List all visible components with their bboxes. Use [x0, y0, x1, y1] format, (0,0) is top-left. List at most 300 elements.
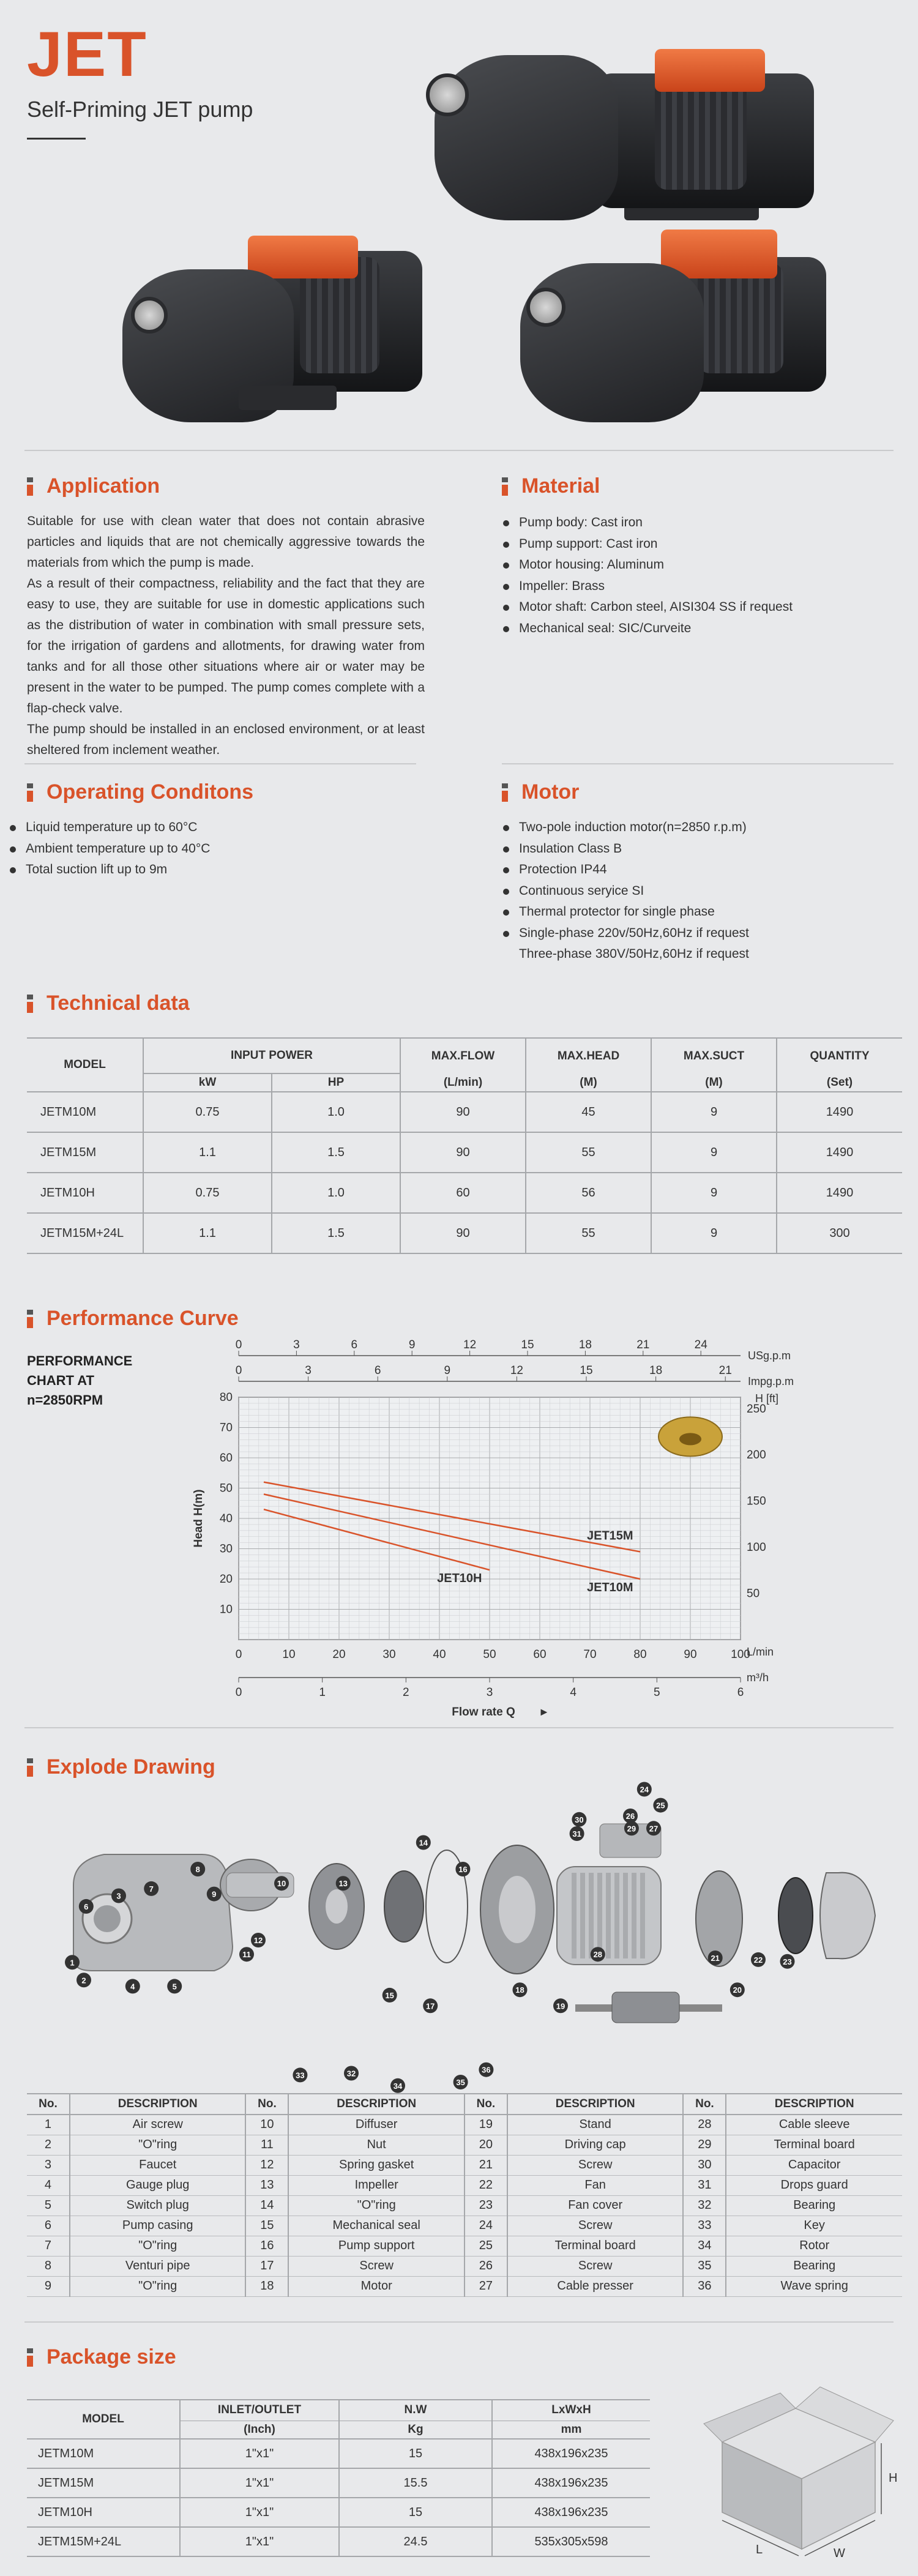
y-tick-label: 20	[219, 1573, 233, 1586]
part-description: Screw	[507, 2216, 684, 2236]
dimension-w-label: W	[834, 2547, 845, 2560]
part-description: Faucet	[70, 2155, 246, 2175]
package-table	[27, 2399, 650, 2557]
dimension-l-label: L	[756, 2543, 763, 2556]
table-row	[27, 2527, 650, 2556]
cell: 24.5	[339, 2527, 492, 2556]
part-description: Fan	[507, 2175, 684, 2195]
list-item: Liquid temperature up to 60°C	[9, 817, 412, 838]
part-description: Air screw	[70, 2115, 246, 2135]
top-inner-tick-label: 3	[305, 1364, 312, 1377]
x-tick-label: 50	[483, 1648, 496, 1661]
top-outer-tick-label: 6	[351, 1338, 358, 1351]
unit-kw: kW	[143, 1073, 272, 1092]
part-number: 33	[683, 2216, 726, 2236]
callout-label: 17	[425, 2001, 435, 2011]
impeller-hub	[679, 1433, 701, 1445]
application-text: Suitable for use with clean water that does not contain abrasive particles and liquids that are not chemically aggressive towards the materials from which the pump is made. As a result of their compactness, reliability and the fact that they are easy to use, they are suitable for use in domestic applications such as the distribution of water in combination with small pressure sets, for the irrigation of gardens and allotments, for drawing water from tanks and for all those other situations where air or water may be present in the water to be pumped. The pump comes complete with a flap-check valve. The pump should be installed in an enclosed environment, or at least sheltered from inclement weather.	[27, 514, 425, 757]
cell: 438x196x235	[492, 2468, 650, 2498]
part-description: Gauge plug	[70, 2175, 246, 2195]
callout-label: 33	[296, 2070, 305, 2080]
right-tick-label: 250	[747, 1402, 766, 1416]
part-number: 9	[27, 2276, 70, 2296]
callout-label: 8	[195, 1865, 200, 1874]
part-description: "O"ring	[70, 2135, 246, 2155]
part-number: 30	[683, 2155, 726, 2175]
list-item: Thermal protector for single phase	[502, 902, 894, 923]
part-description: Key	[726, 2216, 902, 2236]
part-number: 22	[465, 2175, 507, 2195]
callout-label: 10	[277, 1879, 286, 1889]
x-tick-label: 30	[382, 1648, 396, 1661]
motor-list	[502, 817, 894, 965]
list-item: Protection IP44	[502, 859, 894, 881]
callout-label: 27	[649, 1824, 659, 1834]
title-underline	[27, 138, 86, 140]
part-number: 24	[465, 2216, 507, 2236]
diffuser-drawing	[309, 1864, 364, 1949]
series-label: JET10H	[437, 1571, 482, 1585]
operating-list	[9, 817, 412, 881]
cell: 1490	[777, 1092, 902, 1132]
part-description: Stand	[507, 2115, 684, 2135]
bottom-tick-label: 0	[235, 1686, 242, 1699]
cell: JETM15M	[27, 2468, 180, 2498]
part-number: 13	[245, 2175, 288, 2195]
section-divider	[24, 450, 894, 451]
package-box-illustration	[698, 2375, 900, 2558]
col-inlet: INLET/OUTLET	[180, 2400, 339, 2421]
table-row	[27, 2236, 902, 2256]
top-outer-tick-label: 24	[694, 1338, 707, 1351]
bottom-tick-label: 6	[737, 1686, 744, 1699]
product-title: JET	[27, 19, 147, 90]
unit-suct: (M)	[651, 1073, 777, 1092]
section-divider	[24, 763, 416, 764]
part-number: 16	[245, 2236, 288, 2256]
bottom-tick-label: 2	[403, 1686, 409, 1699]
col-no: No.	[683, 2094, 726, 2115]
pump-support-drawing	[480, 1845, 554, 1974]
cell: 55	[526, 1132, 651, 1173]
caption-line: PERFORMANCE	[27, 1353, 133, 1368]
part-number: 27	[465, 2276, 507, 2296]
cell: 15	[339, 2439, 492, 2468]
fan-cover-drawing	[820, 1873, 875, 1959]
list-item: Total suction lift up to 9m	[9, 859, 412, 881]
cell: 1490	[777, 1132, 902, 1173]
cell: 1.1	[143, 1213, 272, 1253]
cell: 1.1	[143, 1132, 272, 1173]
list-item: Motor housing: Aluminum	[502, 554, 881, 576]
x-tick-label: 20	[332, 1648, 346, 1661]
list-item: Three-phase 380V/50Hz,60Hz if request	[519, 947, 749, 961]
series-label: JET10M	[587, 1580, 633, 1594]
part-number: 4	[27, 2175, 70, 2195]
cell: 56	[526, 1173, 651, 1213]
top-inner-tick-label: 6	[374, 1364, 381, 1377]
part-number: 2	[27, 2135, 70, 2155]
top-inner-tick-label: 18	[649, 1364, 663, 1377]
pump-image-right	[514, 226, 832, 428]
cell: 1.5	[272, 1213, 400, 1253]
part-description: Drops guard	[726, 2175, 902, 2195]
callout-label: 6	[84, 1902, 89, 1911]
table-row	[27, 1092, 902, 1132]
cell: 1"x1"	[180, 2527, 339, 2556]
table-row	[27, 2468, 650, 2498]
cell: 9	[651, 1173, 777, 1213]
table-row	[27, 2155, 902, 2175]
top-outer-tick-label: 0	[235, 1338, 242, 1351]
part-number: 35	[683, 2256, 726, 2276]
y-tick-label: 10	[219, 1603, 233, 1616]
x-tick-label: 10	[282, 1648, 296, 1661]
part-number: 7	[27, 2236, 70, 2256]
part-description: "O"ring	[70, 2276, 246, 2296]
section-divider	[502, 763, 894, 764]
top-outer-tick-label: 3	[293, 1338, 300, 1351]
callout-label: 28	[593, 1950, 603, 1960]
part-description: Driving cap	[507, 2135, 684, 2155]
explode-heading: Explode Drawing	[27, 1755, 215, 1779]
list-item: Ambient temperature up to 40°C	[9, 838, 412, 860]
cell: 0.75	[143, 1173, 272, 1213]
x-tick-label: 70	[583, 1648, 597, 1661]
cell: JETM10H	[27, 1173, 143, 1213]
part-description: Fan cover	[507, 2195, 684, 2216]
col-max-flow: MAX.FLOW	[400, 1038, 526, 1073]
part-number: 36	[683, 2276, 726, 2296]
part-number: 17	[245, 2256, 288, 2276]
application-heading: Application	[27, 474, 160, 498]
x-tick-label: 40	[433, 1648, 446, 1661]
callout-label: 25	[656, 1801, 665, 1810]
part-number: 6	[27, 2216, 70, 2236]
cell: 535x305x598	[492, 2527, 650, 2556]
unit-flow: (L/min)	[400, 1073, 526, 1092]
cell: JETM10M	[27, 1092, 143, 1132]
top-outer-tick-label: 21	[636, 1338, 650, 1351]
part-number: 34	[683, 2236, 726, 2256]
cell: 15	[339, 2498, 492, 2527]
callout-label: 1	[70, 1958, 75, 1968]
part-number: 21	[465, 2155, 507, 2175]
list-item: Single-phase 220v/50Hz,60Hz if request	[502, 923, 894, 944]
top-inner-unit: Impg.p.m	[748, 1375, 794, 1387]
right-tick-label: 100	[747, 1541, 766, 1555]
cell: 1.5	[272, 1132, 400, 1173]
exploded-drawing	[49, 1763, 894, 2091]
cell: JETM15M+24L	[27, 2527, 180, 2556]
callout-label: 11	[242, 1950, 251, 1960]
cell: 45	[526, 1092, 651, 1132]
x-tick-label: 90	[684, 1648, 697, 1661]
top-outer-tick-label: 9	[408, 1338, 416, 1351]
part-number: 11	[245, 2135, 288, 2155]
bottom-tick-label: 3	[486, 1686, 493, 1699]
part-description: Diffuser	[288, 2115, 465, 2135]
bottom-tick-label: 4	[570, 1686, 577, 1699]
list-item: Two-pole induction motor(n=2850 r.p.m)	[502, 817, 894, 838]
part-description: Venturi pipe	[70, 2256, 246, 2276]
cell: 90	[400, 1092, 526, 1132]
material-list	[502, 512, 881, 639]
x-axis-title: Flow rate Q	[452, 1706, 515, 1719]
dimension-h-label: H	[889, 2471, 898, 2485]
col-nw: N.W	[339, 2400, 492, 2421]
part-number: 14	[245, 2195, 288, 2216]
part-description: Switch plug	[70, 2195, 246, 2216]
unit-size: mm	[492, 2421, 650, 2439]
col-no: No.	[465, 2094, 507, 2115]
top-outer-tick-label: 18	[578, 1338, 592, 1351]
motor-heading: Motor	[502, 780, 579, 804]
unit-nw: Kg	[339, 2421, 492, 2439]
part-number: 23	[465, 2195, 507, 2216]
top-outer-tick-label: 12	[463, 1338, 477, 1351]
pump-image-back	[422, 31, 838, 233]
part-description: Impeller	[288, 2175, 465, 2195]
callout-label: 34	[393, 2081, 403, 2091]
part-description: Nut	[288, 2135, 465, 2155]
callout-label: 36	[482, 2065, 491, 2075]
part-number: 26	[465, 2256, 507, 2276]
table-row	[27, 1173, 902, 1213]
part-description: Terminal board	[726, 2135, 902, 2155]
material-heading: Material	[502, 474, 600, 498]
callout-label: 3	[116, 1891, 121, 1901]
callout-label: 32	[346, 2069, 356, 2078]
unit-hp: HP	[272, 1073, 400, 1092]
list-item: Pump support: Cast iron	[502, 534, 881, 555]
performance-chart	[177, 1338, 814, 1719]
top-inner-tick-label: 9	[444, 1364, 451, 1377]
part-description: Mechanical seal	[288, 2216, 465, 2236]
performance-heading: Performance Curve	[27, 1307, 239, 1331]
cell: 1.0	[272, 1173, 400, 1213]
x-tick-label: 60	[533, 1648, 547, 1661]
part-description: Bearing	[726, 2256, 902, 2276]
callout-label: 30	[575, 1815, 584, 1824]
product-subtitle: Self-Priming JET pump	[27, 97, 253, 122]
part-number: 5	[27, 2195, 70, 2216]
part-number: 31	[683, 2175, 726, 2195]
callout-label: 16	[458, 1865, 468, 1874]
x-axis-arrow: ►	[539, 1706, 550, 1718]
x-tick-label: 100	[731, 1648, 750, 1661]
cell: 1"x1"	[180, 2468, 339, 2498]
table-row	[27, 2135, 902, 2155]
callout-label: 24	[640, 1785, 649, 1794]
y-tick-label: 80	[219, 1391, 233, 1404]
callout-label: 20	[733, 1985, 742, 1995]
part-number: 15	[245, 2216, 288, 2236]
top-inner-tick-label: 15	[580, 1364, 593, 1377]
callout-label: 14	[419, 1838, 428, 1848]
unit-inlet: (Inch)	[180, 2421, 339, 2439]
operating-heading: Operating Conditons	[27, 780, 253, 804]
callout-label: 21	[711, 1954, 720, 1963]
col-description: DESCRIPTION	[288, 2094, 465, 2115]
callout-label: 35	[456, 2078, 465, 2087]
callout-label: 7	[149, 1884, 154, 1894]
bottom-tick-label: 5	[654, 1686, 660, 1699]
part-description: Terminal board	[507, 2236, 684, 2256]
part-number: 10	[245, 2115, 288, 2135]
fan-drawing	[778, 1878, 813, 1954]
part-number: 18	[245, 2276, 288, 2296]
y-tick-label: 70	[219, 1421, 233, 1435]
chart-caption	[27, 1351, 132, 1410]
list-item: Pump body: Cast iron	[502, 512, 881, 534]
rotor-drawing	[575, 1992, 722, 2023]
cell: 90	[400, 1213, 526, 1253]
col-max-head: MAX.HEAD	[526, 1038, 651, 1073]
callout-label: 26	[625, 1812, 635, 1821]
table-row	[27, 2256, 902, 2276]
col-no: No.	[245, 2094, 288, 2115]
callout-label: 23	[783, 1957, 792, 1966]
right-unit: H [ft]	[755, 1392, 779, 1405]
table-row	[27, 1132, 902, 1173]
list-item: Mechanical seal: SIC/Curveite	[502, 618, 881, 640]
col-description: DESCRIPTION	[726, 2094, 902, 2115]
technical-heading: Technical data	[27, 991, 190, 1015]
callout-label: 12	[253, 1936, 263, 1945]
caption-line: CHART AT	[27, 1373, 94, 1388]
cell: 60	[400, 1173, 526, 1213]
cell: JETM10H	[27, 2498, 180, 2527]
x-tick-label: 0	[235, 1648, 242, 1661]
section-divider	[24, 1727, 894, 1728]
col-quantity: QUANTITY	[777, 1038, 902, 1073]
part-description: "O"ring	[288, 2195, 465, 2216]
callout-label: 13	[338, 1879, 348, 1889]
col-no: No.	[27, 2094, 70, 2115]
impeller-drawing	[384, 1871, 424, 1942]
y-tick-label: 40	[219, 1512, 233, 1525]
cell: JETM15M	[27, 1132, 143, 1173]
part-number: 32	[683, 2195, 726, 2216]
part-number: 1	[27, 2115, 70, 2135]
top-inner-tick-label: 0	[235, 1364, 242, 1377]
cell: 9	[651, 1213, 777, 1253]
part-description: Cable presser	[507, 2276, 684, 2296]
right-tick-label: 50	[747, 1587, 760, 1600]
table-row	[27, 2175, 902, 2195]
cell: 438x196x235	[492, 2498, 650, 2527]
cell: JETM10M	[27, 2439, 180, 2468]
callout-label: 2	[81, 1976, 86, 1985]
list-item: Continuous seryice SI	[502, 881, 894, 902]
motor-drawing	[557, 1824, 661, 1965]
top-outer-unit: USg.p.m	[748, 1350, 791, 1362]
x-unit-label: L/min	[747, 1646, 774, 1658]
callout-label: 4	[130, 1982, 135, 1992]
callout-label: 5	[172, 1982, 177, 1992]
cell: 1"x1"	[180, 2439, 339, 2468]
part-number: 3	[27, 2155, 70, 2175]
part-description: Cable sleeve	[726, 2115, 902, 2135]
part-description: Capacitor	[726, 2155, 902, 2175]
col-description: DESCRIPTION	[70, 2094, 246, 2115]
unit-head: (M)	[526, 1073, 651, 1092]
part-description: Rotor	[726, 2236, 902, 2256]
cell: 1"x1"	[180, 2498, 339, 2527]
callout-label: 31	[572, 1829, 581, 1839]
y-tick-label: 30	[219, 1542, 233, 1556]
part-description: Screw	[507, 2256, 684, 2276]
part-number: 19	[465, 2115, 507, 2135]
callout-label: 18	[515, 1985, 524, 1995]
right-tick-label: 150	[747, 1495, 766, 1508]
series-label: JET15M	[587, 1529, 633, 1543]
col-model: MODEL	[27, 2400, 180, 2439]
part-number: 8	[27, 2256, 70, 2276]
part-number: 12	[245, 2155, 288, 2175]
cell: 90	[400, 1132, 526, 1173]
cell: 15.5	[339, 2468, 492, 2498]
part-description: Pump support	[288, 2236, 465, 2256]
unit-qty: (Set)	[777, 1073, 902, 1092]
parts-table	[27, 2093, 902, 2297]
x-tick-label: 80	[633, 1648, 647, 1661]
list-item: Impeller: Brass	[502, 576, 881, 597]
cell: 300	[777, 1213, 902, 1253]
col-input-power: INPUT POWER	[143, 1038, 400, 1073]
col-description: DESCRIPTION	[507, 2094, 684, 2115]
part-number: 28	[683, 2115, 726, 2135]
callout-label: 19	[556, 2001, 565, 2011]
part-number: 25	[465, 2236, 507, 2256]
table-row	[27, 2195, 902, 2216]
callout-label: 15	[385, 1990, 394, 2000]
table-row	[27, 1213, 902, 1253]
y-tick-label: 50	[219, 1482, 233, 1495]
package-heading: Package size	[27, 2345, 176, 2369]
table-row	[27, 2276, 902, 2296]
part-number: 20	[465, 2135, 507, 2155]
part-number: 29	[683, 2135, 726, 2155]
cell: 438x196x235	[492, 2439, 650, 2468]
bottom-tick-label: 1	[319, 1686, 326, 1699]
caption-line: n=2850RPM	[27, 1392, 103, 1408]
table-row	[27, 2439, 650, 2468]
section-divider	[24, 2321, 894, 2323]
table-row	[27, 2498, 650, 2527]
bottom-unit: m³/h	[747, 1671, 769, 1684]
cell: JETM15M+24L	[27, 1213, 143, 1253]
top-inner-tick-label: 21	[718, 1364, 732, 1377]
cell: 9	[651, 1132, 777, 1173]
callout-label: 22	[753, 1955, 763, 1965]
cell: 9	[651, 1092, 777, 1132]
list-item: Motor shaft: Carbon steel, AISI304 SS if request	[502, 597, 881, 618]
part-description: "O"ring	[70, 2236, 246, 2256]
top-outer-tick-label: 15	[521, 1338, 534, 1351]
col-max-suct: MAX.SUCT	[651, 1038, 777, 1073]
col-model: MODEL	[27, 1038, 143, 1092]
part-description: Screw	[507, 2155, 684, 2175]
cell: 1.0	[272, 1092, 400, 1132]
col-size: LxWxH	[492, 2400, 650, 2421]
technical-table	[27, 1037, 902, 1254]
part-description: Pump casing	[70, 2216, 246, 2236]
pump-image-left	[116, 226, 435, 428]
part-description: Spring gasket	[288, 2155, 465, 2175]
right-tick-label: 200	[747, 1449, 766, 1462]
